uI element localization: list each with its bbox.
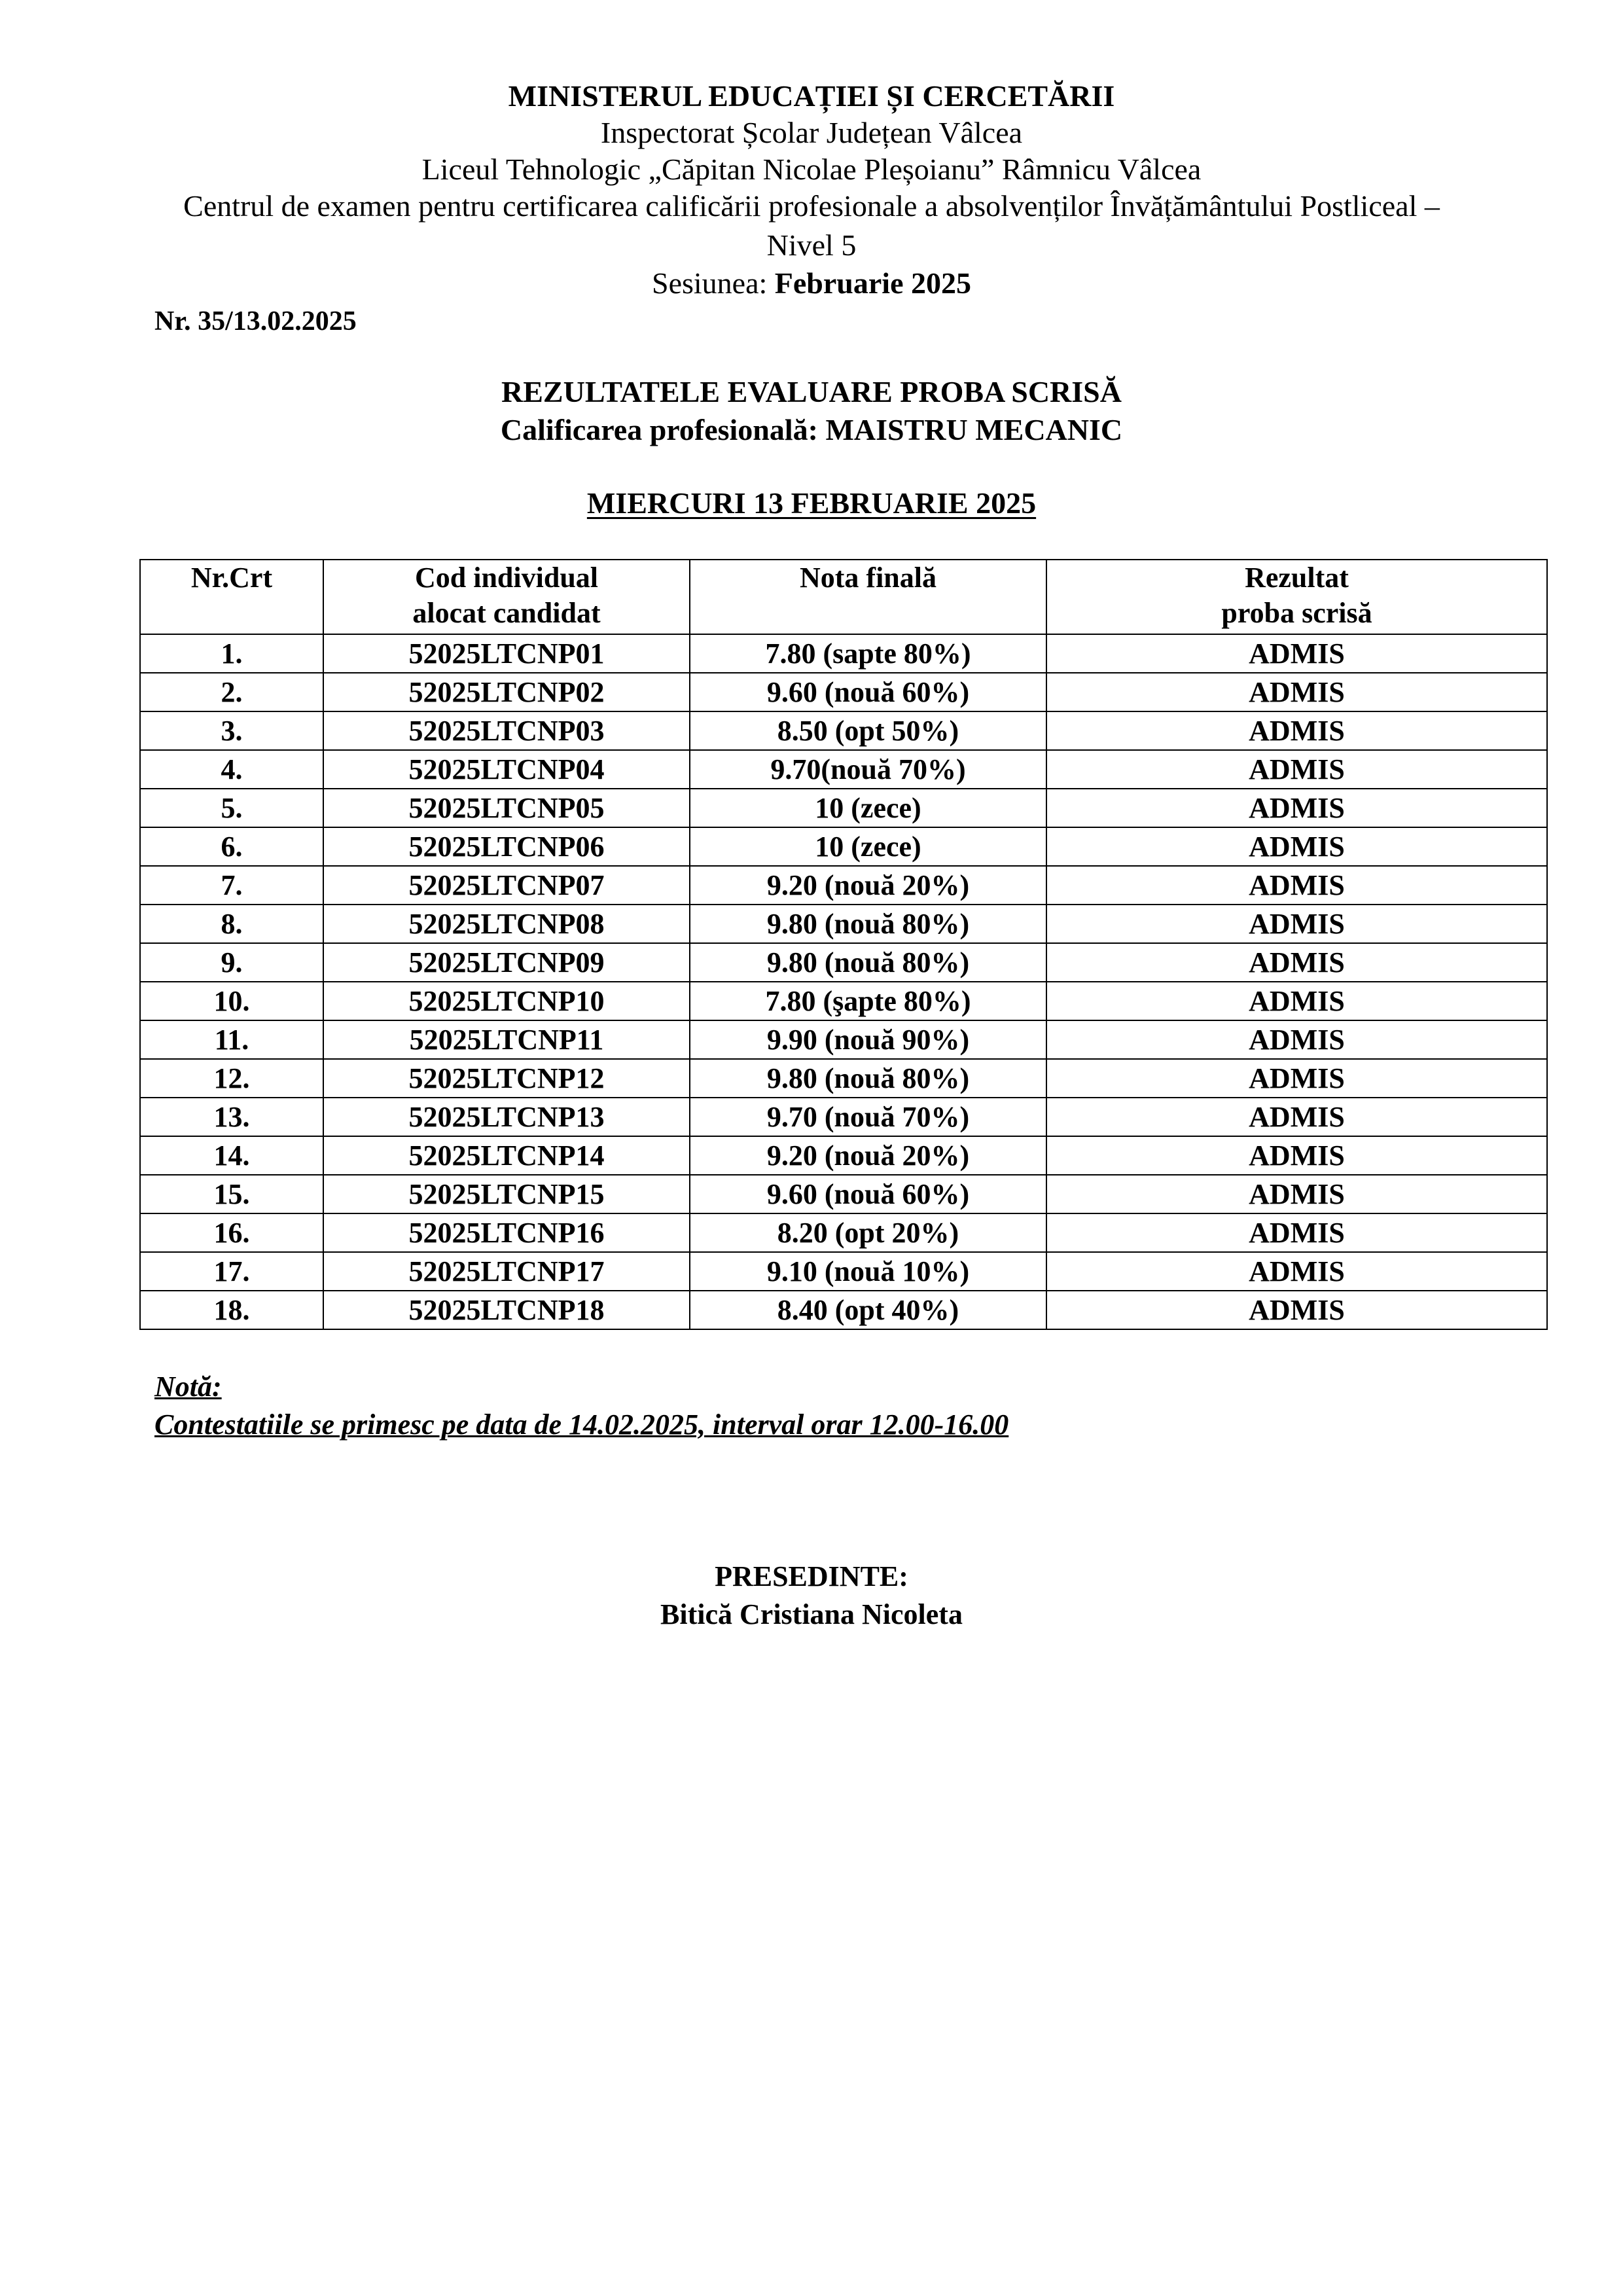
cell-rezultat: ADMIS: [1046, 789, 1547, 827]
cell-nota-finala: 9.20 (nouă 20%): [690, 866, 1046, 905]
table-row: [140, 1136, 1547, 1175]
cell-rezultat: ADMIS: [1046, 1291, 1547, 1329]
cell-rezultat: ADMIS: [1046, 1020, 1547, 1059]
inspectorat-line: Inspectorat Școlar Județean Vâlcea: [600, 116, 1023, 149]
cell-cod-candidat: 52025LTCNP12: [323, 1059, 690, 1098]
cell-nota-finala: 9.20 (nouă 20%): [690, 1136, 1046, 1175]
cell-rezultat: ADMIS: [1046, 1098, 1547, 1136]
cell-nota-finala: 9.70(nouă 70%): [690, 750, 1046, 789]
cell-cod-candidat: 52025LTCNP04: [323, 750, 690, 789]
session-value: Februarie 2025: [774, 266, 971, 300]
cell-nr-crt: 1.: [140, 634, 323, 673]
document-number: Nr. 35/13.02.2025: [154, 306, 357, 336]
cell-nr-crt: 12.: [140, 1059, 323, 1098]
cell-rezultat: ADMIS: [1046, 1175, 1547, 1213]
cell-rezultat: ADMIS: [1046, 673, 1547, 711]
cell-rezultat: ADMIS: [1046, 827, 1547, 866]
cell-nr-crt: 18.: [140, 1291, 323, 1329]
table-row: [140, 1059, 1547, 1098]
level-line: Nivel 5: [766, 228, 857, 262]
cell-rezultat: ADMIS: [1046, 943, 1547, 982]
table-row: [140, 673, 1547, 711]
note-text: Contestatiile se primesc pe data de 14.02.2025, interval orar 12.00-16.00: [154, 1408, 1009, 1441]
cell-nota-finala: 9.60 (nouă 60%): [690, 1175, 1046, 1213]
table-row: [140, 1175, 1547, 1213]
cell-cod-candidat: 52025LTCNP10: [323, 982, 690, 1020]
cell-nr-crt: 13.: [140, 1098, 323, 1136]
results-body: [140, 634, 1547, 1329]
cell-nr-crt: 16.: [140, 1213, 323, 1252]
cell-nr-crt: 4.: [140, 750, 323, 789]
cell-rezultat: ADMIS: [1046, 750, 1547, 789]
results-title: REZULTATELE EVALUARE PROBA SCRISĂ: [501, 375, 1122, 408]
cell-nr-crt: 9.: [140, 943, 323, 982]
table-row: [140, 866, 1547, 905]
president-name: Bitică Cristiana Nicoleta: [660, 1598, 963, 1630]
cell-cod-candidat: 52025LTCNP09: [323, 943, 690, 982]
table-row: [140, 711, 1547, 750]
exam-date-text: MIERCURI 13 FEBRUARIE 2025: [586, 486, 1037, 520]
cell-cod-candidat: 52025LTCNP03: [323, 711, 690, 750]
exam-date-title: [0, 486, 1623, 521]
cell-nota-finala: 8.20 (opt 20%): [690, 1213, 1046, 1252]
cell-cod-candidat: 52025LTCNP13: [323, 1098, 690, 1136]
session-label: Sesiunea:: [651, 266, 775, 300]
cell-cod-candidat: 52025LTCNP06: [323, 827, 690, 866]
cell-nota-finala: 9.10 (nouă 10%): [690, 1252, 1046, 1291]
table-row: [140, 1291, 1547, 1329]
cell-nota-finala: 7.80 (sapte 80%): [690, 634, 1046, 673]
cell-nr-crt: 2.: [140, 673, 323, 711]
cell-nr-crt: 14.: [140, 1136, 323, 1175]
ministry-heading: MINISTERUL EDUCAȚIEI ȘI CERCETĂRII: [508, 79, 1115, 113]
table-row: [140, 905, 1547, 943]
table-row: [140, 1213, 1547, 1252]
cell-rezultat: ADMIS: [1046, 1252, 1547, 1291]
cell-rezultat: ADMIS: [1046, 866, 1547, 905]
cell-nr-crt: 3.: [140, 711, 323, 750]
note-label: Notă:: [154, 1371, 222, 1403]
cell-rezultat: ADMIS: [1046, 1136, 1547, 1175]
cell-cod-candidat: 52025LTCNP05: [323, 789, 690, 827]
table-row: [140, 750, 1547, 789]
cell-nota-finala: 9.60 (nouă 60%): [690, 673, 1046, 711]
cell-rezultat: ADMIS: [1046, 711, 1547, 750]
cell-nr-crt: 17.: [140, 1252, 323, 1291]
table-row: [140, 943, 1547, 982]
header-rez-line2: proba scrisă: [1221, 597, 1372, 629]
header-rez-line1: Rezultat: [1245, 562, 1349, 594]
cell-cod-candidat: 52025LTCNP15: [323, 1175, 690, 1213]
cell-cod-candidat: 52025LTCNP08: [323, 905, 690, 943]
cell-cod-candidat: 52025LTCNP14: [323, 1136, 690, 1175]
header-nr-crt: Nr.Crt: [140, 560, 323, 634]
cell-nota-finala: 9.80 (nouă 80%): [690, 1059, 1046, 1098]
table-row: [140, 982, 1547, 1020]
cell-rezultat: ADMIS: [1046, 905, 1547, 943]
header-nota-finala: Nota finală: [690, 560, 1046, 634]
cell-nr-crt: 8.: [140, 905, 323, 943]
cell-cod-candidat: 52025LTCNP18: [323, 1291, 690, 1329]
table-row: [140, 1098, 1547, 1136]
table-row: [140, 1020, 1547, 1059]
cell-cod-candidat: 52025LTCNP01: [323, 634, 690, 673]
cell-cod-candidat: 52025LTCNP17: [323, 1252, 690, 1291]
cell-rezultat: ADMIS: [1046, 1213, 1547, 1252]
header-cod-line2: alocat candidat: [412, 597, 601, 629]
cell-nr-crt: 7.: [140, 866, 323, 905]
cell-nota-finala: 7.80 (şapte 80%): [690, 982, 1046, 1020]
cell-cod-candidat: 52025LTCNP02: [323, 673, 690, 711]
table-row: [140, 634, 1547, 673]
table-row: [140, 1252, 1547, 1291]
cell-cod-candidat: 52025LTCNP16: [323, 1213, 690, 1252]
header-cod-line1: Cod individual: [414, 562, 599, 594]
cell-cod-candidat: 52025LTCNP11: [323, 1020, 690, 1059]
cell-rezultat: ADMIS: [1046, 982, 1547, 1020]
session-line: [0, 266, 1623, 301]
cell-nr-crt: 15.: [140, 1175, 323, 1213]
header-cod-candidat: [323, 560, 690, 634]
cell-nota-finala: 9.80 (nouă 80%): [690, 905, 1046, 943]
header-rezultat: [1046, 560, 1547, 634]
school-line: Liceul Tehnologic „Căpitan Nicolae Pleșoianu” Râmnicu Vâlcea: [421, 152, 1202, 186]
cell-nota-finala: 10 (zece): [690, 827, 1046, 866]
results-table: [139, 559, 1548, 1330]
cell-cod-candidat: 52025LTCNP07: [323, 866, 690, 905]
cell-nota-finala: 10 (zece): [690, 789, 1046, 827]
cell-nr-crt: 5.: [140, 789, 323, 827]
cell-nota-finala: 9.70 (nouă 70%): [690, 1098, 1046, 1136]
cell-nr-crt: 11.: [140, 1020, 323, 1059]
table-row: [140, 827, 1547, 866]
exam-center-line: Centrul de examen pentru certificarea calificării profesionale a absolvenților Învățământului Postliceal –: [183, 189, 1440, 223]
cell-nota-finala: 9.80 (nouă 80%): [690, 943, 1046, 982]
cell-nr-crt: 6.: [140, 827, 323, 866]
cell-rezultat: ADMIS: [1046, 1059, 1547, 1098]
cell-nota-finala: 8.40 (opt 40%): [690, 1291, 1046, 1329]
cell-nota-finala: 9.90 (nouă 90%): [690, 1020, 1046, 1059]
cell-nr-crt: 10.: [140, 982, 323, 1020]
qualification-title: Calificarea profesională: MAISTRU MECANIC: [500, 413, 1123, 446]
table-header-row: [140, 560, 1547, 634]
cell-nota-finala: 8.50 (opt 50%): [690, 711, 1046, 750]
cell-rezultat: ADMIS: [1046, 634, 1547, 673]
table-row: [140, 789, 1547, 827]
president-role: PRESEDINTE:: [715, 1560, 908, 1592]
